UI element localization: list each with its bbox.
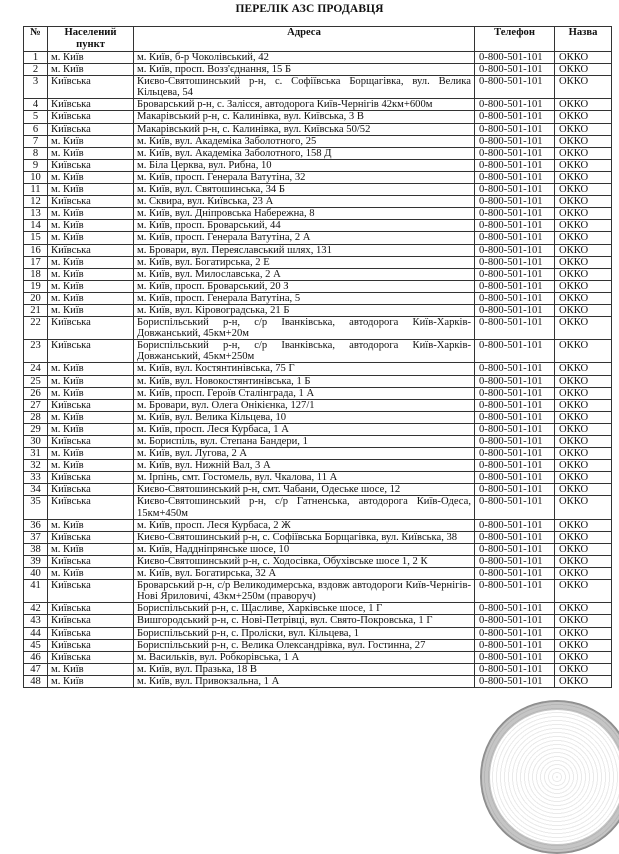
cell-station-name: ОККО [555,292,612,304]
cell-station-name: ОККО [555,135,612,147]
cell-locality: Київська [48,244,134,256]
cell-station-name: ОККО [555,387,612,399]
table-row [24,99,612,111]
cell-address: Макарівський р-н, с. Калинівка, вул. Київська 50/52 [134,123,475,135]
cell-address: Бориспільський р-н, с/р Іванківська, автодорога Київ-Харків-Довжанський, 45км+20м [134,317,475,340]
table-row [24,580,612,603]
cell-station-name: ОККО [555,208,612,220]
cell-locality: м. Київ [48,304,134,316]
cell-locality: Київська [48,472,134,484]
cell-locality: Київська [48,76,134,99]
cell-phone: 0-800-501-101 [475,627,555,639]
cell-station-name: ОККО [555,76,612,99]
cell-num: 47 [24,663,48,675]
cell-station-name: ОККО [555,448,612,460]
cell-station-name: ОККО [555,555,612,567]
table-row [24,52,612,64]
table-row [24,472,612,484]
cell-address: м. Київ, вул. Новокостянтинівська, 1 Б [134,375,475,387]
table-row [24,64,612,76]
cell-locality: м. Київ [48,64,134,76]
cell-station-name: ОККО [555,196,612,208]
cell-locality: Київська [48,580,134,603]
cell-station-name: ОККО [555,111,612,123]
cell-address: м. Київ, просп. Возз'єднання, 15 Б [134,64,475,76]
cell-station-name: ОККО [555,268,612,280]
cell-station-name: ОККО [555,317,612,340]
cell-address: м. Київ, вул. Кіровоградська, 21 Б [134,304,475,316]
cell-num: 17 [24,256,48,268]
cell-locality: м. Київ [48,519,134,531]
cell-num: 36 [24,519,48,531]
cell-num: 21 [24,304,48,316]
cell-station-name: ОККО [555,256,612,268]
cell-address: м. Київ, просп. Генерала Ватутіна, 5 [134,292,475,304]
table-row [24,436,612,448]
table-row [24,340,612,363]
cell-num: 22 [24,317,48,340]
cell-phone: 0-800-501-101 [475,304,555,316]
cell-station-name: ОККО [555,639,612,651]
cell-phone: 0-800-501-101 [475,220,555,232]
header-locality: Населений пункт [48,27,134,52]
cell-address: Києво-Святошинський р-н, с. Ходосівка, Обухівське шосе 1, 2 К [134,555,475,567]
cell-num: 26 [24,387,48,399]
cell-station-name: ОККО [555,423,612,435]
table-row [24,147,612,159]
cell-locality: Київська [48,639,134,651]
cell-locality: м. Київ [48,375,134,387]
cell-locality: Київська [48,399,134,411]
table-row [24,675,612,687]
cell-phone: 0-800-501-101 [475,387,555,399]
cell-phone: 0-800-501-101 [475,135,555,147]
table-row [24,423,612,435]
cell-phone: 0-800-501-101 [475,675,555,687]
cell-locality: м. Київ [48,675,134,687]
table-row [24,460,612,472]
cell-address: м. Київ, просп. Генерала Ватутіна, 32 [134,171,475,183]
table-row [24,375,612,387]
cell-station-name: ОККО [555,615,612,627]
table-row [24,568,612,580]
cell-num: 24 [24,363,48,375]
cell-num: 27 [24,399,48,411]
header-address: Адреса [134,27,475,52]
cell-phone: 0-800-501-101 [475,292,555,304]
cell-station-name: ОККО [555,603,612,615]
cell-phone: 0-800-501-101 [475,159,555,171]
table-row [24,363,612,375]
cell-num: 15 [24,232,48,244]
cell-phone: 0-800-501-101 [475,76,555,99]
cell-address: м. Київ, просп. Героїв Сталінграда, 1 А [134,387,475,399]
cell-phone: 0-800-501-101 [475,639,555,651]
official-stamp [480,700,619,854]
cell-address: м. Київ, Наддніпрянське шосе, 10 [134,543,475,555]
cell-phone: 0-800-501-101 [475,460,555,472]
cell-station-name: ОККО [555,436,612,448]
cell-phone: 0-800-501-101 [475,147,555,159]
cell-locality: Київська [48,196,134,208]
cell-phone: 0-800-501-101 [475,268,555,280]
cell-station-name: ОККО [555,64,612,76]
cell-address: Бориспільський р-н, с. Проліски, вул. Кільцева, 1 [134,627,475,639]
cell-address: м. Київ, вул. Академіка Заболотного, 158 Д [134,147,475,159]
cell-address: Києво-Святошинський р-н, с. Софіївська Борщагівка, вул. Київська, 38 [134,531,475,543]
cell-phone: 0-800-501-101 [475,651,555,663]
cell-address: м. Київ, вул. Лугова, 2 А [134,448,475,460]
table-row [24,411,612,423]
cell-locality: м. Київ [48,543,134,555]
cell-num: 30 [24,436,48,448]
cell-address: Києво-Святошинський р-н, с/р Гатненська, автодорога Київ-Одеса, 15км+450м [134,496,475,519]
cell-num: 23 [24,340,48,363]
table-row [24,280,612,292]
cell-address: м. Васильків, вул. Робкорівська, 1 А [134,651,475,663]
cell-num: 35 [24,496,48,519]
cell-locality: Київська [48,123,134,135]
cell-num: 4 [24,99,48,111]
cell-station-name: ОККО [555,411,612,423]
cell-num: 1 [24,52,48,64]
cell-locality: м. Київ [48,460,134,472]
cell-locality: м. Київ [48,568,134,580]
cell-address: м. Бровари, вул. Олега Онікієнка, 127/1 [134,399,475,411]
cell-address: м. Київ, вул. Велика Кільцева, 10 [134,411,475,423]
cell-num: 11 [24,184,48,196]
cell-station-name: ОККО [555,519,612,531]
cell-locality: Київська [48,484,134,496]
cell-address: м. Київ, б-р Чоколівський, 42 [134,52,475,64]
cell-locality: Київська [48,496,134,519]
cell-locality: м. Київ [48,363,134,375]
cell-address: м. Ірпінь, смт. Гостомель, вул. Чкалова, 11 А [134,472,475,484]
cell-num: 14 [24,220,48,232]
table-row [24,304,612,316]
cell-phone: 0-800-501-101 [475,663,555,675]
cell-address: м. Київ, просп. Генерала Ватутіна, 2 А [134,232,475,244]
cell-num: 6 [24,123,48,135]
cell-phone: 0-800-501-101 [475,436,555,448]
cell-address: Києво-Святошинський р-н, смт. Чабани, Одеське шосе, 12 [134,484,475,496]
cell-locality: Київська [48,317,134,340]
cell-station-name: ОККО [555,280,612,292]
cell-locality: м. Київ [48,268,134,280]
cell-locality: м. Київ [48,280,134,292]
table-row [24,184,612,196]
table-row [24,123,612,135]
cell-station-name: ОККО [555,460,612,472]
cell-num: 8 [24,147,48,159]
cell-address: Броварський р-н, с. Залісся, автодорога Київ-Чернігів 42км+600м [134,99,475,111]
cell-station-name: ОККО [555,340,612,363]
cell-num: 10 [24,171,48,183]
cell-phone: 0-800-501-101 [475,317,555,340]
table-row [24,268,612,280]
cell-num: 42 [24,603,48,615]
cell-station-name: ОККО [555,52,612,64]
table-row [24,615,612,627]
cell-phone: 0-800-501-101 [475,232,555,244]
cell-phone: 0-800-501-101 [475,363,555,375]
cell-address: м. Київ, вул. Костянтинівська, 75 Г [134,363,475,375]
cell-address: м. Київ, вул. Святошинська, 34 Б [134,184,475,196]
cell-num: 40 [24,568,48,580]
cell-address: Києво-Святошинський р-н, с. Софіївська Борщагівка, вул. Велика Кільцева, 54 [134,76,475,99]
cell-num: 39 [24,555,48,567]
cell-num: 13 [24,208,48,220]
header-phone: Телефон [475,27,555,52]
cell-address: м. Бровари, вул. Переяславський шлях, 131 [134,244,475,256]
cell-num: 5 [24,111,48,123]
cell-locality: Київська [48,340,134,363]
cell-num: 19 [24,280,48,292]
cell-locality: Київська [48,99,134,111]
table-row [24,627,612,639]
cell-locality: м. Київ [48,52,134,64]
cell-address: Макарівський р-н, с. Калинівка, вул. Київська, 3 В [134,111,475,123]
cell-locality: м. Київ [48,423,134,435]
cell-locality: Київська [48,603,134,615]
cell-address: м. Біла Церква, вул. Рибна, 10 [134,159,475,171]
cell-num: 12 [24,196,48,208]
cell-num: 16 [24,244,48,256]
cell-locality: Київська [48,111,134,123]
table-row [24,292,612,304]
cell-address: м. Київ, вул. Празька, 18 В [134,663,475,675]
cell-phone: 0-800-501-101 [475,399,555,411]
table-row [24,135,612,147]
cell-num: 46 [24,651,48,663]
cell-num: 41 [24,580,48,603]
cell-station-name: ОККО [555,496,612,519]
cell-phone: 0-800-501-101 [475,171,555,183]
cell-locality: м. Київ [48,387,134,399]
table-row [24,317,612,340]
cell-locality: Київська [48,436,134,448]
table-row [24,232,612,244]
cell-locality: Київська [48,651,134,663]
table-header-row [24,27,612,52]
header-name: Назва [555,27,612,52]
cell-locality: м. Київ [48,147,134,159]
cell-phone: 0-800-501-101 [475,111,555,123]
cell-phone: 0-800-501-101 [475,603,555,615]
table-row [24,496,612,519]
cell-phone: 0-800-501-101 [475,568,555,580]
cell-num: 29 [24,423,48,435]
cell-station-name: ОККО [555,147,612,159]
cell-station-name: ОККО [555,375,612,387]
cell-locality: м. Київ [48,411,134,423]
cell-num: 28 [24,411,48,423]
cell-phone: 0-800-501-101 [475,519,555,531]
cell-address: м. Київ, просп. Леся Курбаса, 2 Ж [134,519,475,531]
cell-station-name: ОККО [555,363,612,375]
cell-station-name: ОККО [555,232,612,244]
table-row [24,519,612,531]
table-row [24,159,612,171]
cell-phone: 0-800-501-101 [475,256,555,268]
cell-locality: м. Київ [48,184,134,196]
cell-phone: 0-800-501-101 [475,543,555,555]
cell-phone: 0-800-501-101 [475,64,555,76]
cell-phone: 0-800-501-101 [475,99,555,111]
table-row [24,220,612,232]
cell-station-name: ОККО [555,304,612,316]
cell-locality: м. Київ [48,208,134,220]
cell-address: м. Київ, вул. Богатирська, 2 Е [134,256,475,268]
cell-address: Бориспільський р-н, с. Велика Олександрівка, вул. Гостинна, 27 [134,639,475,651]
table-row [24,448,612,460]
gas-stations-table [23,26,612,688]
cell-station-name: ОККО [555,543,612,555]
cell-phone: 0-800-501-101 [475,615,555,627]
table-row [24,196,612,208]
cell-phone: 0-800-501-101 [475,555,555,567]
cell-phone: 0-800-501-101 [475,340,555,363]
table-row [24,651,612,663]
table-row [24,76,612,99]
cell-num: 38 [24,543,48,555]
cell-address: м. Бориспіль, вул. Степана Бандери, 1 [134,436,475,448]
cell-station-name: ОККО [555,675,612,687]
cell-phone: 0-800-501-101 [475,280,555,292]
cell-num: 3 [24,76,48,99]
cell-locality: м. Київ [48,448,134,460]
cell-address: м. Київ, вул. Нижній Вал, 3 А [134,460,475,472]
cell-station-name: ОККО [555,484,612,496]
cell-phone: 0-800-501-101 [475,244,555,256]
table-row [24,171,612,183]
cell-num: 31 [24,448,48,460]
cell-num: 20 [24,292,48,304]
cell-station-name: ОККО [555,171,612,183]
cell-num: 44 [24,627,48,639]
cell-locality: м. Київ [48,256,134,268]
cell-address: м. Київ, вул. Милославська, 2 А [134,268,475,280]
cell-phone: 0-800-501-101 [475,423,555,435]
cell-address: Бориспільський р-н, с/р Іванківська, автодорога Київ-Харків-Довжанський, 45км+250м [134,340,475,363]
cell-num: 33 [24,472,48,484]
cell-station-name: ОККО [555,244,612,256]
header-num: № [24,27,48,52]
cell-address: м. Київ, просп. Леся Курбаса, 1 А [134,423,475,435]
cell-address: Броварський р-н, с/р Великодимерська, вздовж автодороги Київ-Чернігів-Нові Яриловичі, 43км+250м (праворуч) [134,580,475,603]
table-row [24,111,612,123]
table-row [24,603,612,615]
cell-address: м. Сквира, вул. Київська, 23 А [134,196,475,208]
cell-num: 7 [24,135,48,147]
cell-phone: 0-800-501-101 [475,472,555,484]
table-row [24,484,612,496]
cell-locality: м. Київ [48,232,134,244]
cell-station-name: ОККО [555,663,612,675]
cell-station-name: ОККО [555,123,612,135]
cell-locality: м. Київ [48,292,134,304]
cell-locality: Київська [48,615,134,627]
cell-phone: 0-800-501-101 [475,448,555,460]
table-row [24,639,612,651]
cell-locality: м. Київ [48,663,134,675]
cell-locality: Київська [48,531,134,543]
cell-station-name: ОККО [555,159,612,171]
cell-num: 34 [24,484,48,496]
cell-station-name: ОККО [555,627,612,639]
cell-locality: м. Київ [48,135,134,147]
cell-phone: 0-800-501-101 [475,496,555,519]
table-row [24,555,612,567]
cell-phone: 0-800-501-101 [475,184,555,196]
cell-locality: м. Київ [48,220,134,232]
cell-num: 25 [24,375,48,387]
cell-num: 43 [24,615,48,627]
cell-station-name: ОККО [555,651,612,663]
cell-num: 2 [24,64,48,76]
table-row [24,256,612,268]
cell-phone: 0-800-501-101 [475,375,555,387]
table-row [24,531,612,543]
cell-address: м. Київ, вул. Богатирська, 32 А [134,568,475,580]
cell-address: Вишгородський р-н, с. Нові-Петрівці, вул. Свято-Покровська, 1 Г [134,615,475,627]
cell-address: м. Київ, просп. Броварський, 44 [134,220,475,232]
cell-locality: Київська [48,159,134,171]
cell-phone: 0-800-501-101 [475,531,555,543]
cell-locality: Київська [48,627,134,639]
cell-num: 18 [24,268,48,280]
cell-locality: Київська [48,555,134,567]
cell-phone: 0-800-501-101 [475,196,555,208]
cell-station-name: ОККО [555,531,612,543]
cell-phone: 0-800-501-101 [475,484,555,496]
table-row [24,663,612,675]
cell-station-name: ОККО [555,580,612,603]
cell-station-name: ОККО [555,184,612,196]
cell-locality: м. Київ [48,171,134,183]
cell-phone: 0-800-501-101 [475,411,555,423]
table-body [24,52,612,688]
cell-phone: 0-800-501-101 [475,123,555,135]
cell-address: м. Київ, вул. Привокзальна, 1 А [134,675,475,687]
cell-num: 48 [24,675,48,687]
cell-phone: 0-800-501-101 [475,52,555,64]
table-row [24,387,612,399]
cell-num: 32 [24,460,48,472]
table-row [24,208,612,220]
cell-address: Бориспільський р-н, с. Щасливе, Харківське шосе, 1 Г [134,603,475,615]
cell-station-name: ОККО [555,399,612,411]
cell-station-name: ОККО [555,568,612,580]
table-row [24,244,612,256]
cell-address: м. Київ, вул. Дніпровська Набережна, 8 [134,208,475,220]
cell-num: 37 [24,531,48,543]
cell-station-name: ОККО [555,220,612,232]
document-title: ПЕРЕЛІК АЗС ПРОДАВЦЯ [235,3,384,15]
cell-phone: 0-800-501-101 [475,208,555,220]
cell-station-name: ОККО [555,99,612,111]
table-row [24,543,612,555]
table-row [24,399,612,411]
cell-address: м. Київ, просп. Броварський, 20 З [134,280,475,292]
cell-phone: 0-800-501-101 [475,580,555,603]
cell-station-name: ОККО [555,472,612,484]
cell-address: м. Київ, вул. Академіка Заболотного, 25 [134,135,475,147]
cell-num: 9 [24,159,48,171]
cell-num: 45 [24,639,48,651]
